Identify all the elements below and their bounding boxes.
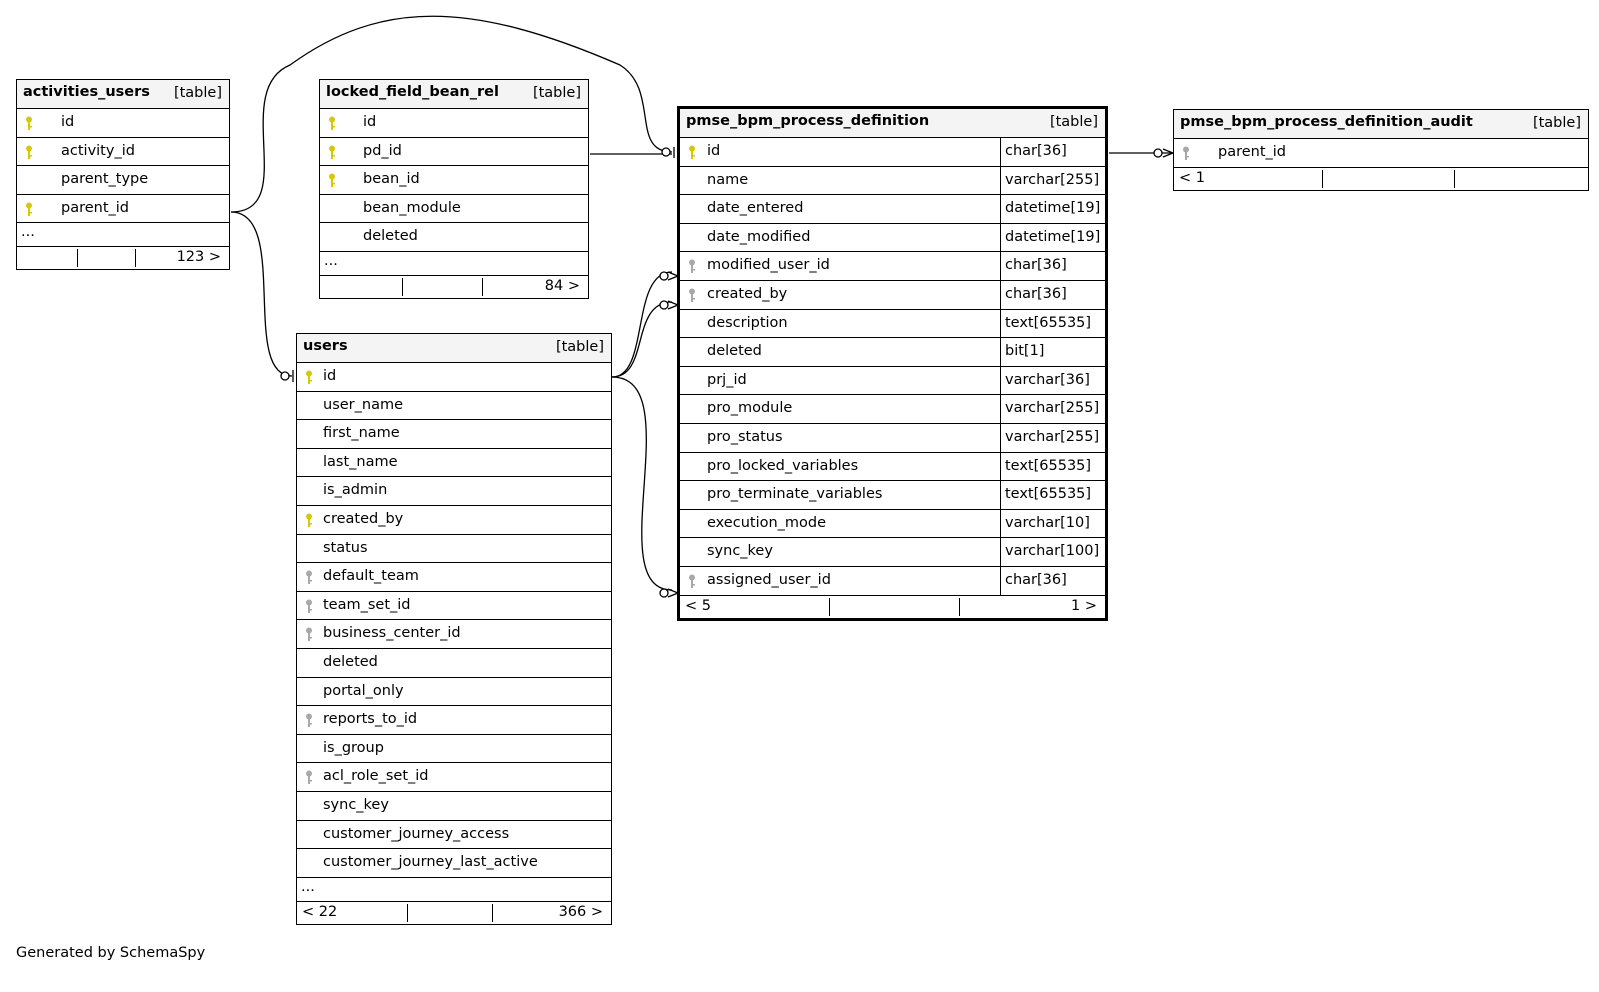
column-row[interactable]	[297, 363, 611, 392]
column-row[interactable]	[680, 567, 1105, 596]
primary-key-icon	[328, 116, 336, 135]
column-row[interactable]	[680, 224, 1105, 253]
column-name: id	[363, 114, 377, 130]
primary-key-icon	[328, 145, 336, 164]
column-name: modified_user_id	[707, 257, 830, 274]
table-kind: [table]	[532, 85, 581, 101]
column-row[interactable]	[297, 763, 611, 792]
column-row[interactable]	[680, 167, 1105, 196]
column-name: bean_module	[363, 199, 461, 216]
column-type: char[36]	[1000, 138, 1105, 166]
column-list	[320, 109, 588, 252]
column-row[interactable]	[297, 620, 611, 649]
column-name: activity_id	[61, 142, 135, 159]
column-name: acl_role_set_id	[323, 768, 429, 785]
table-kind: [table]	[555, 339, 604, 355]
parent-count[interactable]: < 22	[302, 903, 338, 920]
column-row[interactable]	[680, 538, 1105, 567]
column-type: char[36]	[1000, 281, 1105, 309]
table-footer	[1174, 168, 1588, 190]
foreign-key-icon	[305, 713, 313, 732]
table-footer	[320, 276, 588, 298]
table-locked-field-bean-rel[interactable]	[319, 79, 589, 299]
child-count[interactable]: 366 >	[558, 903, 603, 920]
column-type: varchar[255]	[1000, 395, 1105, 423]
table-header	[297, 334, 611, 363]
column-row[interactable]	[320, 166, 588, 195]
column-name: pro_terminate_variables	[707, 486, 883, 503]
column-row[interactable]	[680, 395, 1105, 424]
table-kind: [table]	[1049, 114, 1098, 130]
column-name: execution_mode	[707, 514, 827, 531]
primary-key-icon	[305, 513, 313, 532]
column-name: reports_to_id	[323, 711, 418, 728]
table-kind: [table]	[173, 85, 222, 101]
table-footer	[297, 902, 611, 924]
column-row[interactable]	[297, 592, 611, 621]
column-name: is_admin	[323, 482, 388, 499]
column-row[interactable]	[297, 392, 611, 421]
foreign-key-icon	[305, 627, 313, 646]
table-name: locked_field_bean_rel	[326, 84, 499, 100]
more-columns: ...	[297, 878, 611, 902]
column-name: description	[707, 314, 788, 331]
column-row[interactable]	[680, 424, 1105, 453]
foreign-key-icon	[305, 770, 313, 789]
column-row[interactable]	[17, 195, 229, 224]
table-kind: [table]	[1532, 115, 1581, 131]
table-activities-users[interactable]	[16, 79, 230, 270]
table-footer	[680, 596, 1105, 618]
primary-key-icon	[688, 145, 696, 164]
column-type: text[65535]	[1000, 453, 1105, 481]
column-row[interactable]	[680, 252, 1105, 281]
column-type: text[65535]	[1000, 481, 1105, 509]
primary-key-icon	[25, 145, 33, 164]
column-row[interactable]	[297, 678, 611, 707]
column-list	[17, 109, 229, 223]
link-users-to-modified	[612, 272, 672, 377]
table-header	[17, 80, 229, 109]
table-users[interactable]	[296, 333, 612, 925]
column-row[interactable]	[680, 481, 1105, 510]
column-list	[1174, 139, 1588, 168]
foreign-key-icon	[688, 259, 696, 278]
column-type: varchar[255]	[1000, 424, 1105, 452]
foreign-key-icon	[305, 599, 313, 618]
column-name: deleted	[363, 228, 418, 245]
link-users-to-createdby	[612, 302, 672, 377]
column-name: pro_locked_variables	[707, 457, 859, 474]
column-row[interactable]	[297, 821, 611, 850]
column-name: parent_id	[61, 199, 130, 216]
more-columns: ...	[17, 223, 229, 247]
column-name: status	[323, 539, 368, 556]
foreign-key-icon	[305, 570, 313, 589]
column-name: created_by	[323, 510, 404, 527]
column-row[interactable]	[680, 138, 1105, 167]
column-name: is_group	[323, 739, 384, 756]
column-name: id	[61, 114, 75, 130]
parent-count[interactable]: < 1	[1179, 169, 1205, 186]
column-name: sync_key	[323, 796, 389, 813]
column-row[interactable]	[297, 420, 611, 449]
link-activities-to-users	[231, 212, 292, 376]
column-type: bit[1]	[1000, 338, 1105, 366]
column-row[interactable]	[1174, 139, 1588, 168]
column-row[interactable]	[17, 166, 229, 195]
parent-count[interactable]: < 5	[685, 597, 711, 614]
column-name: date_modified	[707, 228, 811, 245]
column-name: team_set_id	[323, 596, 411, 613]
column-row[interactable]	[320, 195, 588, 224]
child-count[interactable]: 84 >	[544, 277, 580, 294]
column-name: pro_status	[707, 428, 783, 445]
foreign-key-icon	[688, 574, 696, 593]
column-row[interactable]	[297, 449, 611, 478]
column-name: business_center_id	[323, 625, 461, 642]
table-footer	[17, 247, 229, 269]
table-pmse-bpm-process-definition-audit[interactable]	[1173, 109, 1589, 191]
column-row[interactable]	[320, 138, 588, 167]
column-type: char[36]	[1000, 567, 1105, 595]
table-header	[320, 80, 588, 109]
column-row[interactable]	[680, 453, 1105, 482]
table-name: pmse_bpm_process_definition_audit	[1180, 114, 1473, 130]
column-name: deleted	[707, 343, 762, 360]
column-name: user_name	[323, 396, 403, 413]
column-row[interactable]	[680, 338, 1105, 367]
column-row[interactable]	[17, 109, 229, 138]
column-row[interactable]	[297, 706, 611, 735]
column-name: date_entered	[707, 200, 804, 217]
table-name: activities_users	[23, 84, 150, 100]
link-users-to-assigned	[612, 377, 672, 590]
primary-key-icon	[25, 202, 33, 221]
column-type: varchar[255]	[1000, 167, 1105, 195]
column-name: pd_id	[363, 142, 402, 159]
column-type: datetime[19]	[1000, 195, 1105, 223]
table-header	[680, 109, 1105, 138]
column-row[interactable]	[320, 223, 588, 252]
generated-by-label: Generated by SchemaSpy	[16, 945, 206, 961]
column-row[interactable]	[17, 138, 229, 167]
column-row[interactable]	[297, 477, 611, 506]
column-name: prj_id	[707, 371, 747, 388]
table-header	[1174, 110, 1588, 139]
child-count[interactable]: 1 >	[1071, 597, 1097, 614]
column-type: char[36]	[1000, 252, 1105, 280]
column-name: first_name	[323, 425, 400, 442]
column-list	[297, 363, 611, 878]
column-name: last_name	[323, 453, 398, 470]
more-columns: ...	[320, 252, 588, 276]
primary-key-icon	[328, 173, 336, 192]
column-row[interactable]	[320, 109, 588, 138]
column-row[interactable]	[680, 195, 1105, 224]
column-name: id	[707, 143, 721, 159]
column-name: parent_id	[1218, 144, 1287, 160]
child-count[interactable]: 123 >	[176, 249, 221, 266]
column-name: portal_only	[323, 682, 404, 699]
column-type: datetime[19]	[1000, 224, 1105, 252]
column-name: pro_module	[707, 400, 793, 417]
column-row[interactable]	[680, 367, 1105, 396]
column-row[interactable]	[680, 281, 1105, 310]
column-row[interactable]	[297, 649, 611, 678]
table-pmse-bpm-process-definition[interactable]	[677, 106, 1108, 621]
column-type: text[65535]	[1000, 310, 1105, 338]
column-name: assigned_user_id	[707, 571, 831, 588]
column-name: created_by	[707, 285, 788, 302]
column-list	[680, 138, 1105, 596]
column-type: varchar[36]	[1000, 367, 1105, 395]
column-name: customer_journey_last_active	[323, 854, 538, 871]
column-row[interactable]	[297, 506, 611, 535]
column-row[interactable]	[297, 735, 611, 764]
column-row[interactable]	[680, 510, 1105, 539]
column-row[interactable]	[680, 310, 1105, 339]
table-name: pmse_bpm_process_definition	[686, 113, 930, 129]
column-row[interactable]	[297, 792, 611, 821]
table-name: users	[303, 338, 348, 354]
column-name: id	[323, 368, 337, 384]
column-name: bean_id	[363, 171, 420, 188]
column-name: parent_type	[61, 171, 149, 188]
primary-key-icon	[305, 370, 313, 389]
column-name: sync_key	[707, 543, 773, 560]
foreign-key-icon	[1182, 146, 1190, 165]
column-name: default_team	[323, 568, 419, 585]
column-name: customer_journey_access	[323, 825, 510, 842]
primary-key-icon	[25, 116, 33, 135]
column-type: varchar[10]	[1000, 510, 1105, 538]
column-name: deleted	[323, 653, 378, 670]
column-row[interactable]	[297, 849, 611, 878]
column-type: varchar[100]	[1000, 538, 1105, 566]
column-name: name	[707, 171, 749, 188]
foreign-key-icon	[688, 288, 696, 307]
column-row[interactable]	[297, 535, 611, 564]
column-row[interactable]	[297, 563, 611, 592]
